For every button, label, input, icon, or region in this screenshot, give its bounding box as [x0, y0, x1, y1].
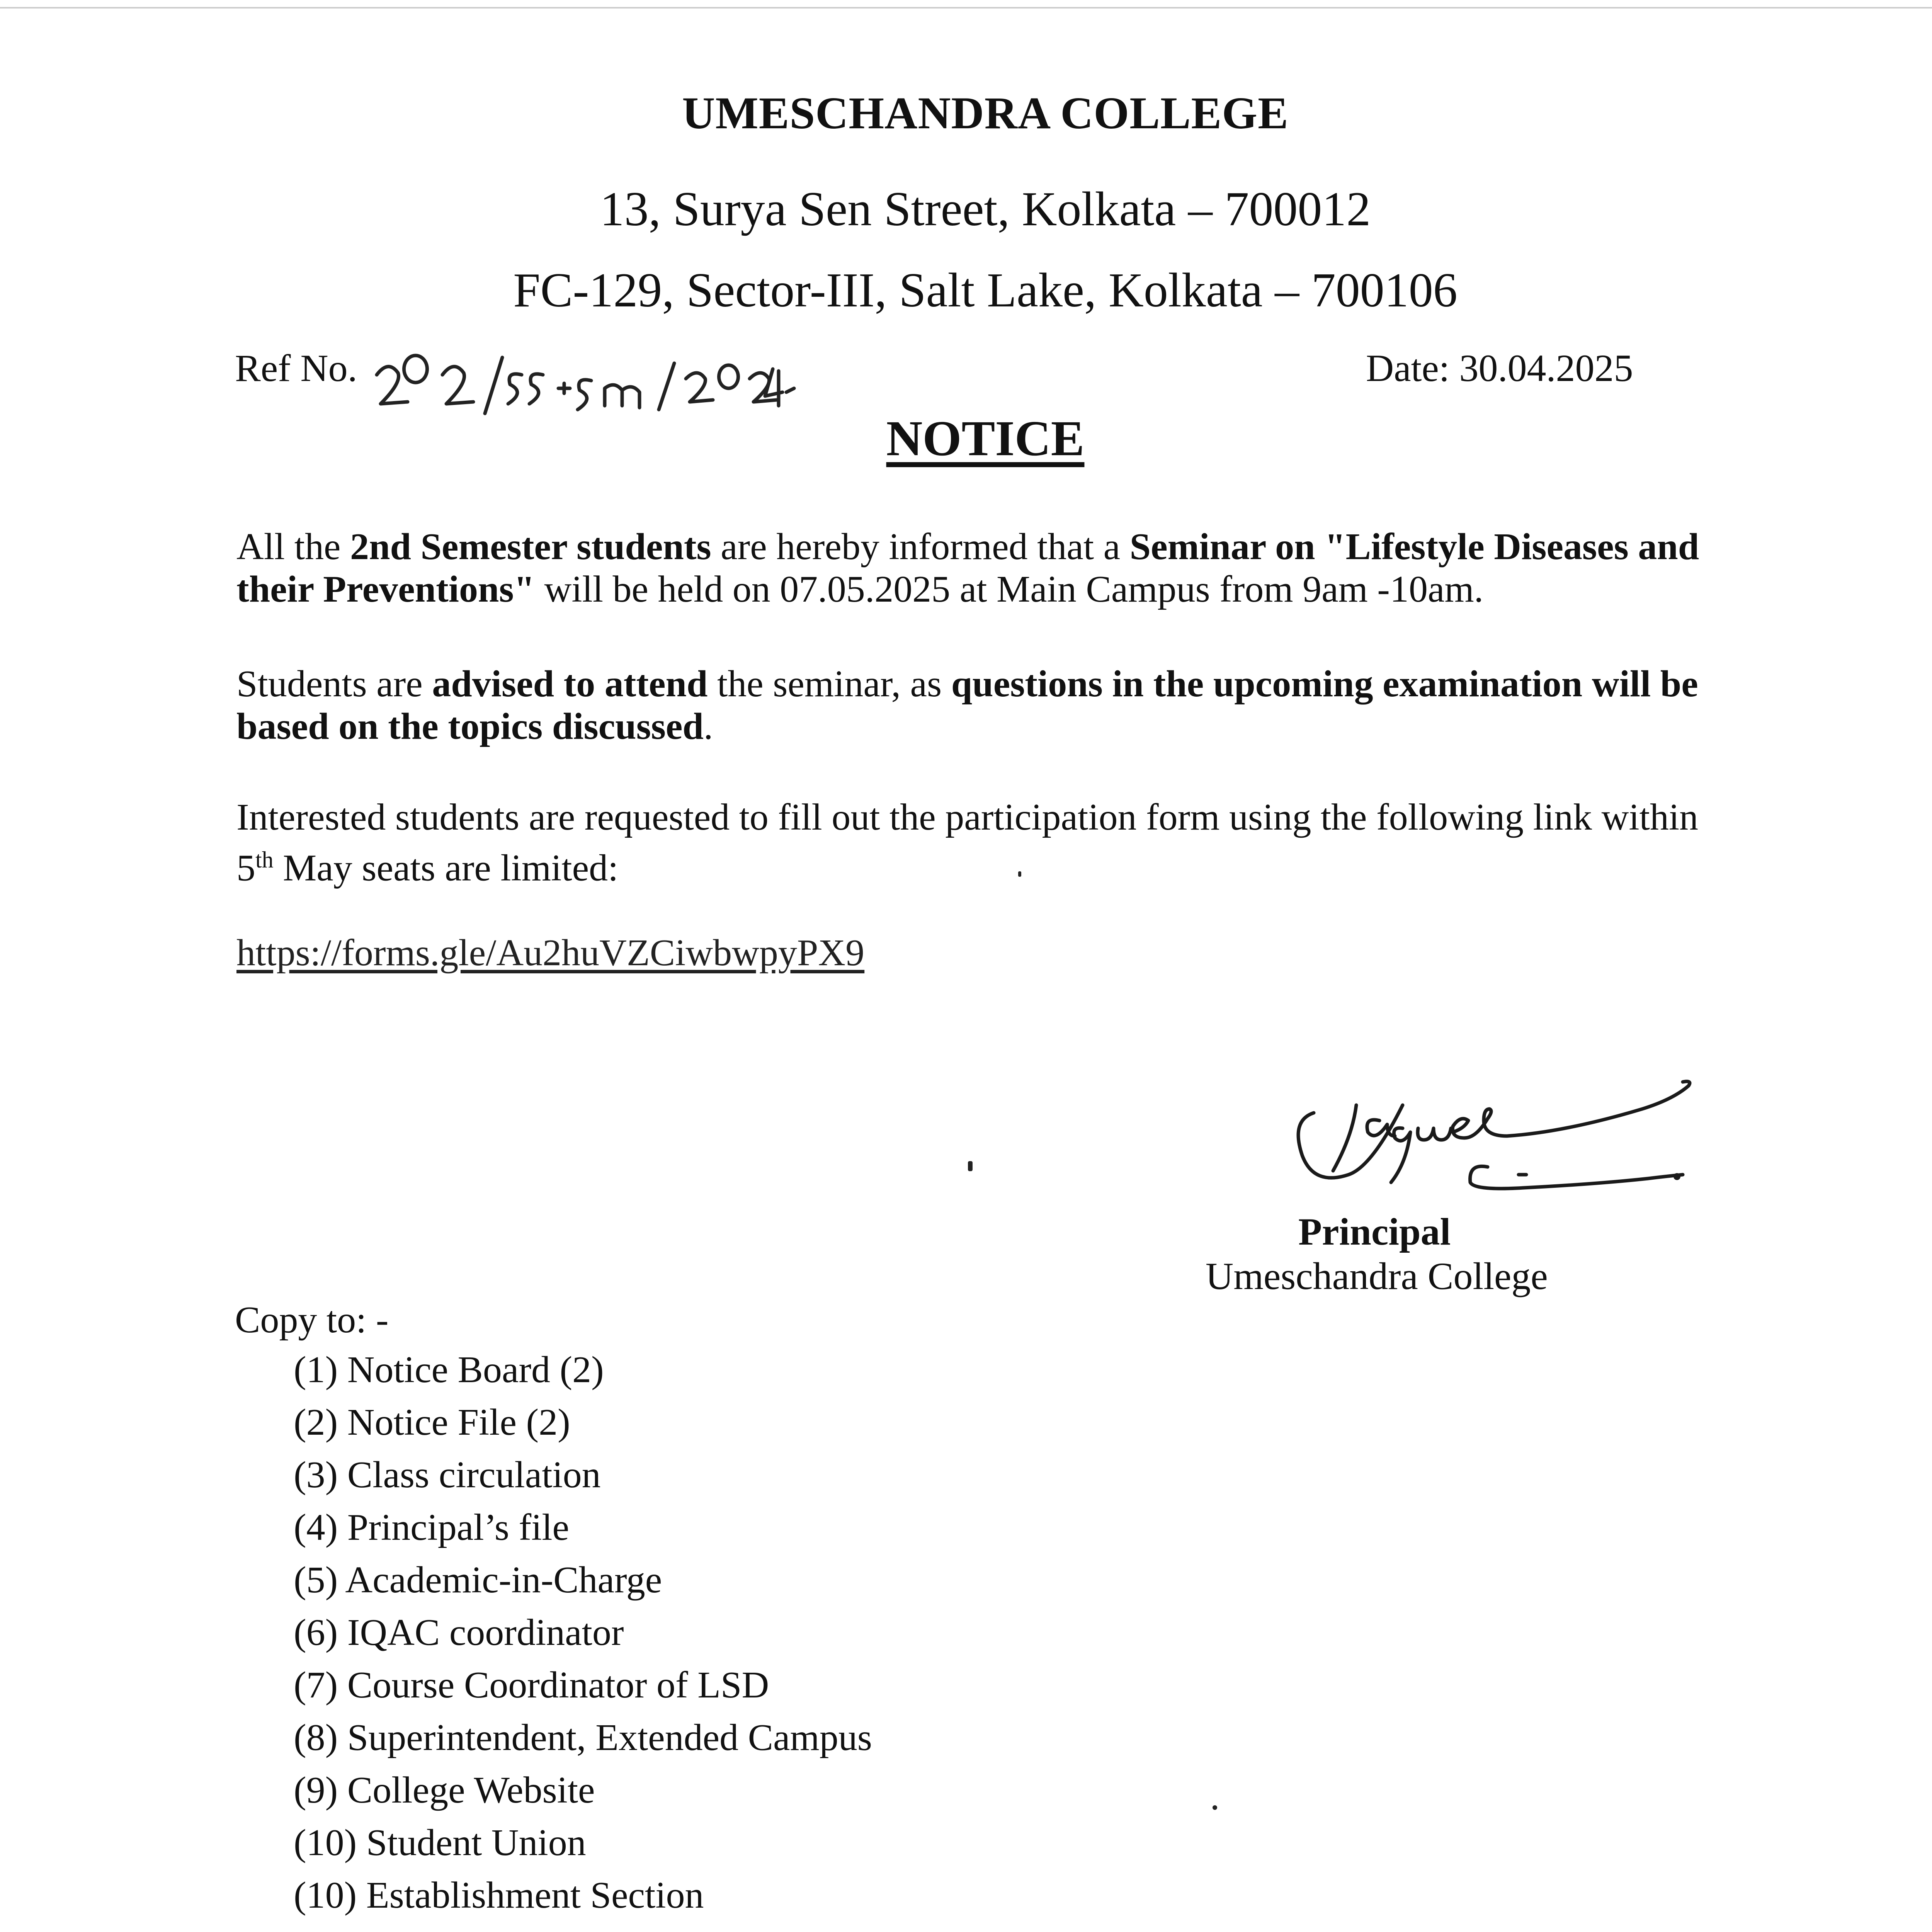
list-item: (10) Establishment Section: [294, 1874, 704, 1916]
ref-no-label: Ref No.: [235, 347, 357, 389]
list-item: (1) Notice Board (2): [294, 1349, 604, 1391]
signatory-title: Principal: [1298, 1210, 1451, 1253]
scan-speck: [1018, 871, 1021, 877]
college-name: UMESCHANDRA COLLEGE: [682, 88, 1289, 138]
handwritten-ref-number: [369, 348, 802, 417]
list-item: (7) Course Coordinator of LSD: [294, 1664, 769, 1706]
notice-heading: NOTICE: [886, 411, 1085, 466]
scan-speck: [1213, 1805, 1217, 1810]
copy-to-list: [294, 1349, 872, 1927]
list-item: (5) Academic-in-Charge: [294, 1559, 662, 1601]
list-item: (4) Principal’s file: [294, 1507, 570, 1548]
list-item: (8) Superintendent, Extended Campus: [294, 1717, 872, 1759]
copy-to-label: Copy to: -: [235, 1299, 389, 1341]
address-main-campus: 13, Surya Sen Street, Kolkata – 700012: [600, 182, 1371, 236]
attendance-advice-paragraph: Students are advised to attend the seminar, as questions in the upcoming examination will be based on the topics discussed.: [236, 663, 1698, 747]
registration-paragraph: Interested students are requested to fill out the participation form using the following link within 5th May seats are limited:: [236, 796, 1699, 889]
list-item: (9) College Website: [294, 1769, 595, 1811]
notice-date: Date: 30.04.2025: [1366, 347, 1633, 389]
signatory-organization: Umeschandra College: [1206, 1255, 1548, 1298]
list-item: (2) Notice File (2): [294, 1401, 570, 1443]
principal-signature: [1287, 1078, 1770, 1225]
list-item: (6) IQAC coordinator: [294, 1612, 624, 1653]
scan-edge-line: [0, 7, 1932, 9]
address-salt-lake-campus: FC-129, Sector-III, Salt Lake, Kolkata – 700106: [513, 264, 1458, 317]
scan-speck: [968, 1161, 973, 1171]
list-item: (3) Class circulation: [294, 1454, 601, 1496]
registration-form-link[interactable]: https://forms.gle/Au2huVZCiwbwpyPX9: [236, 932, 865, 974]
seminar-announcement-paragraph: All the 2nd Semester students are hereby informed that a Seminar on "Lifestyle Diseases and their Preventions" will be held on 07.05.2025 at Main Campus from 9am -10am.: [236, 526, 1699, 610]
list-item: (10) Student Union: [294, 1822, 586, 1864]
